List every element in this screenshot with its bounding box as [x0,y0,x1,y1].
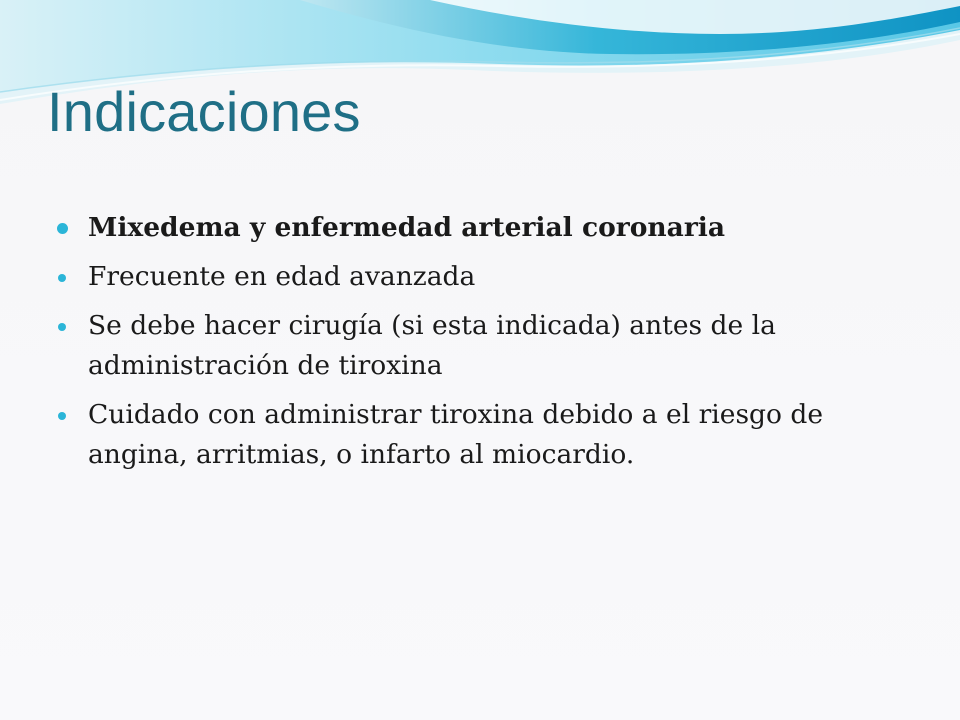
bullet-text: Mixedema y enfermedad arterial coronaria [88,212,726,243]
bullet-dot-icon [57,223,68,234]
list-item [58,395,888,475]
list-item [58,306,888,386]
slide-title: Indicaciones [47,80,361,143]
list-item [58,257,888,297]
list-item [58,208,888,248]
bullet-dot-icon [58,274,66,282]
bullet-text: Cuidado con administrar tiroxina debido a el riesgo de angina, arritmias, o infarto al miocardio. [88,399,824,470]
bullet-text: Frecuente en edad avanzada [88,261,476,292]
bullet-text: Se debe hacer cirugía (si esta indicada) antes de la administración de tiroxina [88,310,776,381]
bullet-dot-icon [58,412,66,420]
bullet-dot-icon [58,323,66,331]
bullet-list [58,208,888,484]
